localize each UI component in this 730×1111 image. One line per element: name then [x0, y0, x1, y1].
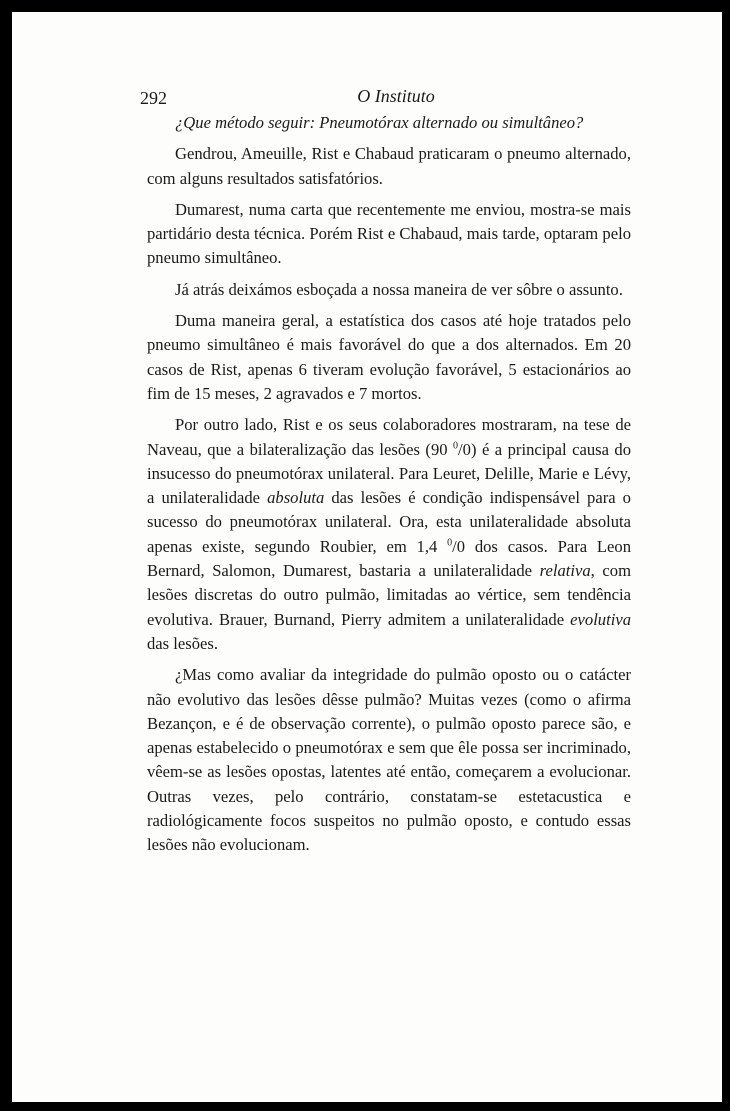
text-segment: /0) é a principal causa do insucesso do pneumotórax unilateral. Para Leuret, Delille, Marie e Lévy, a unilateralidade: [147, 439, 632, 508]
page-body: [147, 111, 631, 865]
emphasis-relativa: relativa: [539, 561, 591, 581]
paragraph: ¿Mas como avaliar da integridade do pulmão oposto ou o catácter não evolutivo das lesões dêsse pulmão? Muitas vezes (como o afirma Bezançon, e é de observação corrente), o pulmão oposto parece são, e apenas estabelecido o pneumotórax e sem que êle possa ser incriminado, vêem-se as lesões opostas, latentes até então, começarem a evolucionar. Outras vezes, pelo contrário, constatam-se estetacustica e radiológicamente focos suspeitos no pulmão oposto, e contudo essas lesões não evolucionam.: [147, 665, 631, 855]
emphasis-evolutiva: evolutiva: [570, 609, 631, 629]
paragraph: Duma maneira geral, a estatística dos casos até hoje tratados pelo pneumo simultâneo é mais favorável do que a dos alternados. Em 20 casos de Rist, apenas 6 tiveram evolução favorável, 5 estacionários ao fim de 15 meses, 2 agravados e 7 mortos.: [147, 311, 631, 403]
paragraph: Já atrás deixámos esboçada a nossa maneira de ver sôbre o assunto.: [175, 279, 623, 299]
page-number: 292: [140, 88, 167, 108]
paragraph-question: ¿Que método seguir: Pneumotórax alternado ou simultâneo?: [175, 113, 584, 132]
paragraph: Gendrou, Ameuille, Rist e Chabaud praticaram o pneumo alternado, com alguns resultados satisfatórios.: [147, 144, 631, 188]
paragraph-bilateralization: [147, 413, 631, 656]
text-segment: Por outro lado, Rist e os seus colaboradores mostraram, na tese de Naveau, que a bilateralização das lesões (90: [147, 415, 631, 459]
superscript: 0: [447, 537, 453, 549]
text-segment: , com lesões discretas do outro pulmão, limitadas ao vértice, sem tendência evolutiva. Brauer, Burnand, Pierry admitem a unilateralidade: [147, 561, 631, 629]
emphasis-absoluta: absoluta: [267, 488, 325, 508]
text-segment: das lesões.: [147, 633, 218, 653]
paragraph: Dumarest, numa carta que recentemente me enviou, mostra-se mais partidário desta técnica. Porém Rist e Chabaud, mais tarde, optaram pelo pneumo simultâneo.: [147, 199, 631, 268]
text-segment: das lesões é condição indispensável para o sucesso do pneumotórax unilateral. Ora, esta unilateralidade absoluta apenas existe, segundo Roubier, em 1,4: [147, 488, 631, 556]
page-header: [140, 76, 652, 116]
running-title: O Instituto: [357, 86, 435, 106]
text-segment: /0 dos casos. Para Leon Bernard, Salomon, Dumarest, bastaria a unilateralidade: [147, 536, 631, 581]
superscript: 0: [453, 440, 459, 452]
